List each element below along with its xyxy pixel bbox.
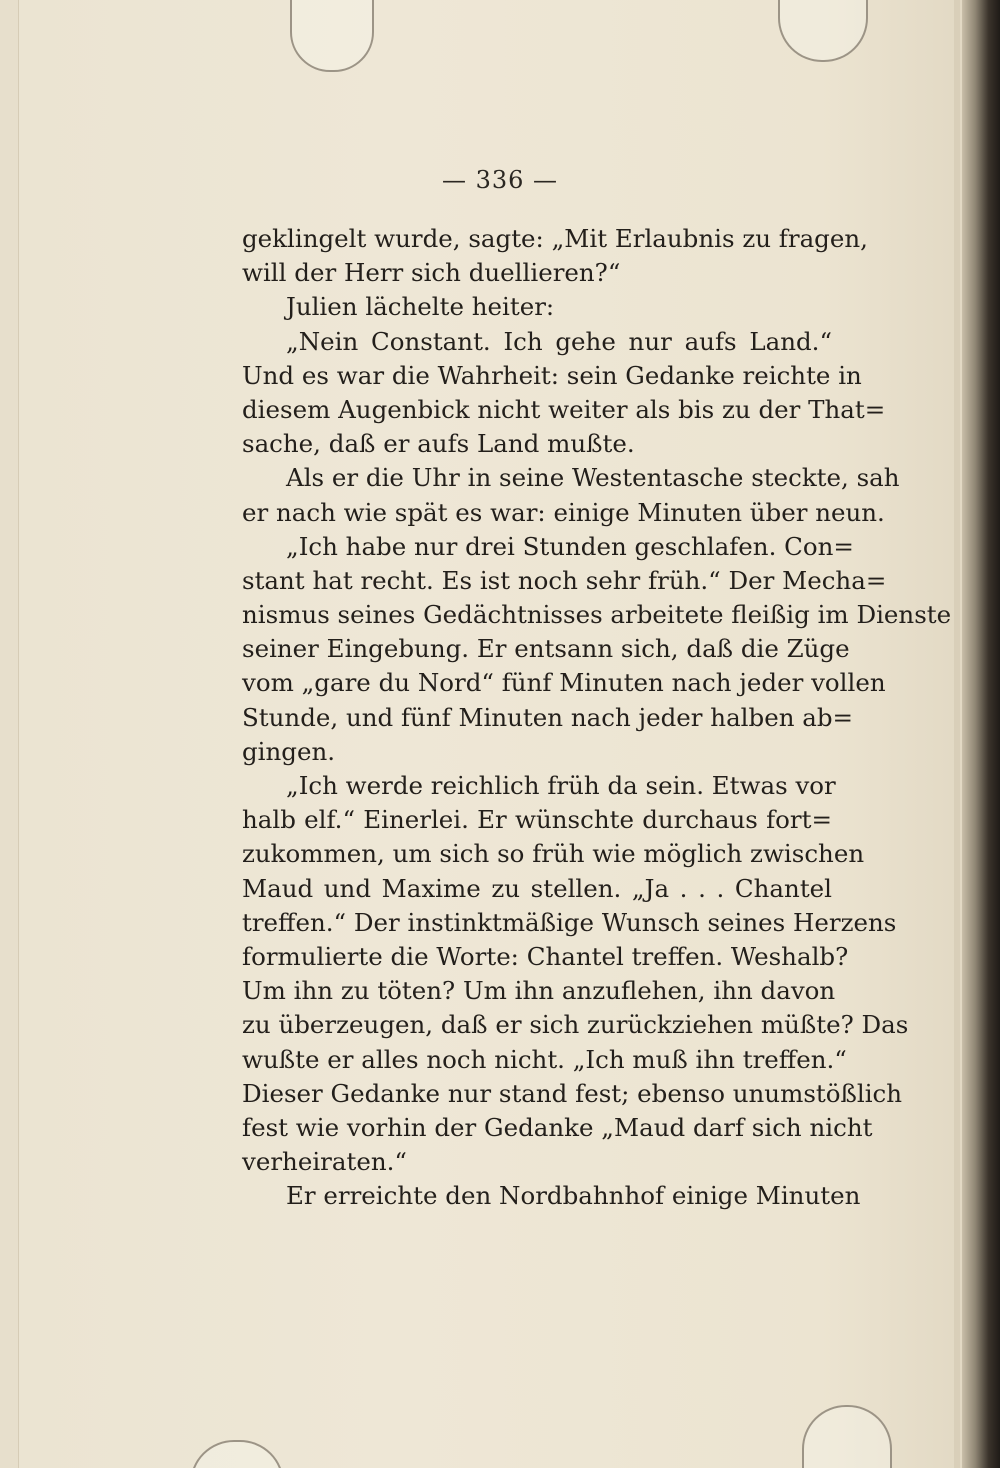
text-line: „Ich habe nur drei Stunden geschlafen. Con= [286,531,854,561]
text-line: seiner Eingebung. Er entsann sich, daß die Züge [242,634,850,664]
text-line: zukommen, um sich so früh wie möglich zwischen [242,839,865,869]
text-line: vom „gare du Nord“ fünf Minuten nach jeder vollen [242,668,886,698]
text-line: Und es war die Wahrheit: sein Gedanke reichte in [242,360,862,390]
text-line: sache, daß er aufs Land mußte. [242,429,635,459]
text-line: will der Herr sich duellieren?“ [242,258,621,288]
text-line: Maud und Maxime zu stellen. „Ja . . . Chantel [242,873,832,903]
page-number: — 336 — [441,166,559,194]
text-line: er nach wie spät es war: einige Minuten über neun. [242,497,885,527]
page-edge-strip [954,0,960,1468]
body-text [242,222,952,1213]
text-line: halb elf.“ Einerlei. Er wünschte durchaus fort= [242,805,832,835]
text-line: Um ihn zu töten? Um ihn anzuflehen, ihn davon [242,976,836,1006]
text-line: verheiraten.“ [242,1147,407,1177]
text-line: Er erreichte den Nordbahnhof einige Minuten [286,1181,861,1211]
text-line: stant hat recht. Es ist noch sehr früh.“ Der Mecha= [242,565,887,595]
text-line: geklingelt wurde, sagte: „Mit Erlaubnis zu fragen, [242,224,868,253]
text-line: treffen.“ Der instinktmäßige Wunsch seines Herzens [242,907,897,937]
text-line: Julien lächelte heiter: [286,292,555,322]
text-line: fest wie vorhin der Gedanke „Maud darf sich nicht [242,1112,873,1142]
text-line: diesem Augenbick nicht weiter als bis zu der That= [242,394,886,424]
text-line: Dieser Gedanke nur stand fest; ebenso unumstößlich [242,1078,903,1108]
text-line: Als er die Uhr in seine Westentasche steckte, sah [286,463,900,493]
text-line: Stunde, und fünf Minuten nach jeder halben ab= [242,702,854,732]
book-edge-shadow [962,0,1000,1468]
text-line: nismus seines Gedächtnisses arbeitete fleißig im Dienste [242,600,952,630]
text-line: „Nein Constant. Ich gehe nur aufs Land.“ [286,326,832,356]
text-line: „Ich werde reichlich früh da sein. Etwas vor [286,771,836,800]
text-line: wußte er alles noch nicht. „Ich muß ihn treffen.“ [242,1044,847,1074]
text-line: gingen. [242,736,336,766]
text-line: formulierte die Worte: Chantel treffen. Weshalb? [242,941,849,971]
text-line: zu überzeugen, daß er sich zurückziehen müßte? Das [242,1010,909,1040]
